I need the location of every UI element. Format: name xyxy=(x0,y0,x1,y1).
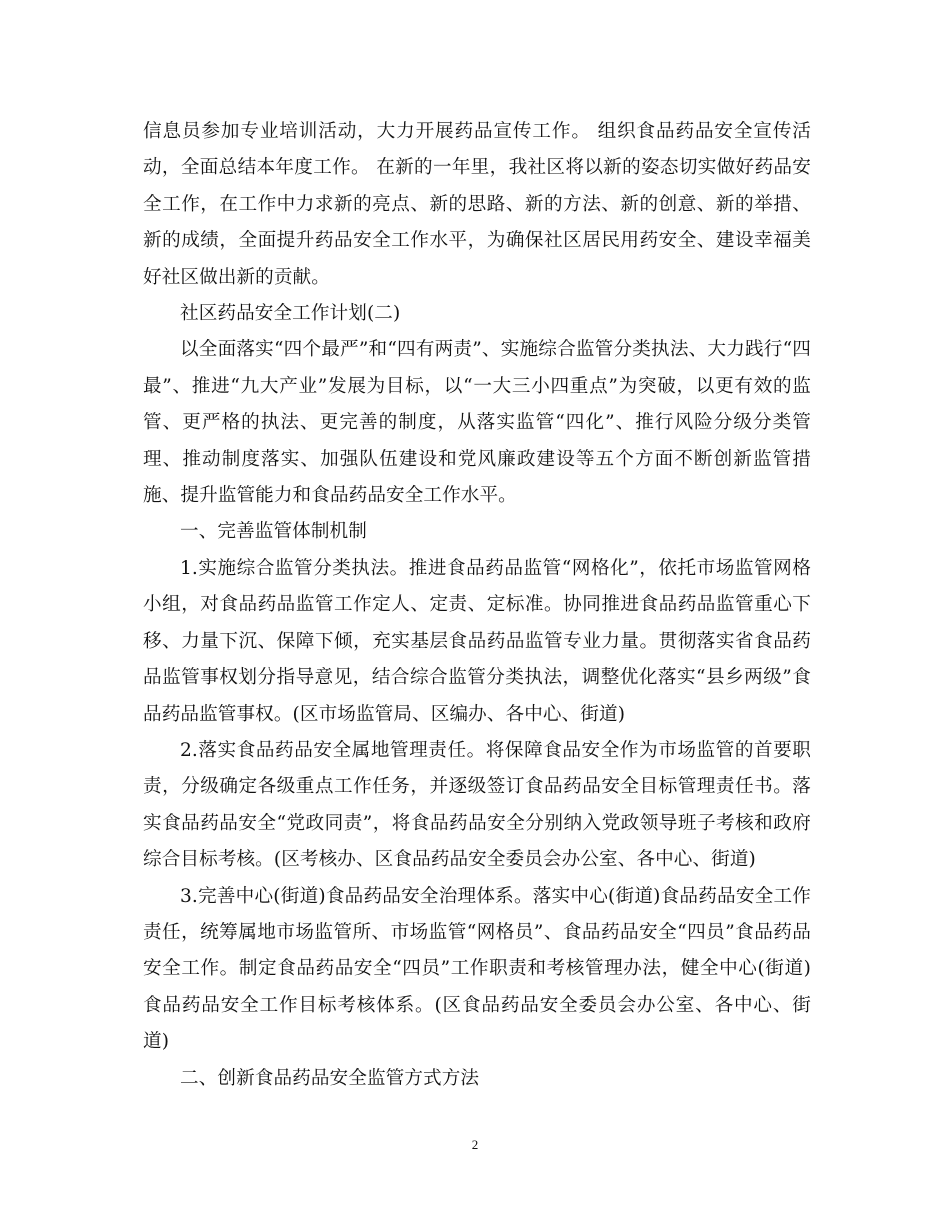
paragraph-goals: 以全面落实“四个最严”和“四有两责”、实施综合监管分类执法、大力践行“四最”、推进“九大产业”发展为目标，以“一大三小四重点”为突破，以更有效的监管、更严格的执法、更完善的制度，从落实监管“四化”、推行风险分级分类管理、推动制度落实、加强队伍建设和党风廉政建设等五个方面不断创新监管措施、提升监管能力和食品药品安全工作水平。 xyxy=(143,339,811,507)
paragraph-item-3: 3.完善中心(街道)食品药品安全治理体系。落实中心(街道)食品药品安全工作责任，统筹属地市场监管所、市场监管“网格员”、食品药品安全“四员”食品药品安全工作。制定食品药品安全“四员”工作职责和考核管理办法，健全中心(街道)食品药品安全工作目标考核体系。(区食品药品安全委员会办公室、各中心、街道) xyxy=(143,885,811,1053)
document-body xyxy=(143,114,811,1097)
paragraph-item-2: 2.落实食品药品安全属地管理责任。将保障食品安全作为市场监管的首要职责，分级确定各级重点工作任务，并逐级签订食品药品安全目标管理责任书。落实食品药品安全“党政同责”，将食品药品安全分别纳入党政领导班子考核和政府综合目标考核。(区考核办、区食品药品安全委员会办公室、各中心、街道) xyxy=(143,739,811,871)
section-title-plan-two: 社区药品安全工作计划(二) xyxy=(180,303,401,325)
page-number: 2 xyxy=(471,1137,479,1152)
paragraph-item-1: 1.实施综合监管分类执法。推进食品药品监管“网格化”，依托市场监管网格小组，对食品药品监管工作定人、定责、定标准。协同推进食品药品监管重心下移、力量下沉、保障下倾，充实基层食品药品监管专业力量。贯彻落实省食品药品监管事权划分指导意见，结合综合监管分类执法，调整优化落实“县乡两级”食品药品监管事权。(区市场监管局、区编办、各中心、街道) xyxy=(143,557,811,725)
heading-section-two: 二、创新食品药品安全监管方式方法 xyxy=(180,1067,480,1089)
paragraph-continuation: 信息员参加专业培训活动，大力开展药品宣传工作。 组织食品药品安全宣传活动，全面总结本年度工作。 在新的一年里，我社区将以新的姿态切实做好药品安全工作，在工作中力求新的亮点、新的思路、新的方法、新的创意、新的举措、新的成绩，全面提升药品安全工作水平，为确保社区居民用药安全、建设幸福美好社区做出新的贡献。 xyxy=(143,121,811,288)
heading-section-one: 一、完善监管体制机制 xyxy=(180,521,367,543)
